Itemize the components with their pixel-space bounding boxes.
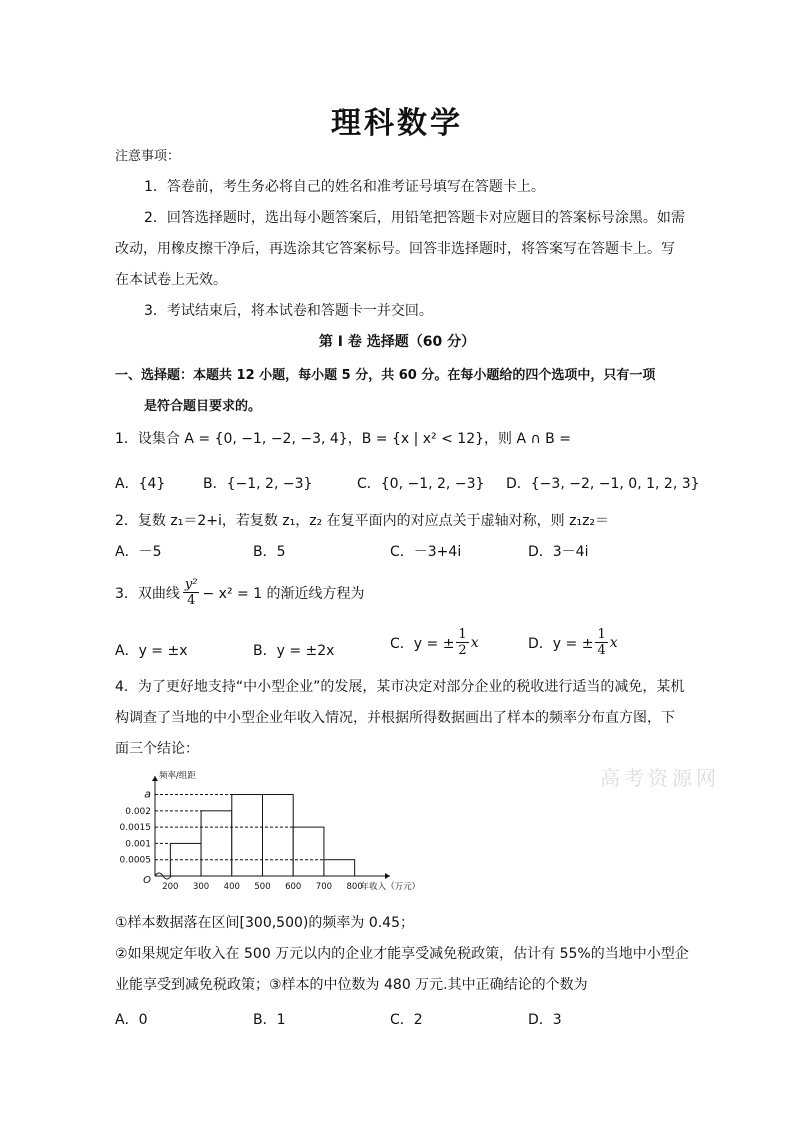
question-3-option-d: [528, 628, 618, 657]
watermark: 高考资源网: [600, 766, 720, 790]
notice-item-1: 1．答卷前，考生务必将自己的姓名和准考证号填写在答题卡上。: [144, 179, 545, 195]
question-3-option-d-prefix: D．y = ±: [528, 635, 594, 652]
y-tick-label: 0.0005: [119, 855, 151, 866]
section-title: 第 I 卷 选择题（60 分）: [318, 334, 476, 350]
question-2-option-b: B．5: [253, 544, 286, 560]
question-3-option-d-denominator: 4: [597, 643, 606, 658]
notice-item-2-line-1: 2．回答选择题时，选出每小题答案后，用铅笔把答题卡对应题目的答案标号涂黑。如需: [144, 210, 685, 226]
question-1-option-b: B．{−1, 2, −3}: [203, 476, 313, 492]
question-1-option-c: C．{0, −1, 2, −3}: [357, 476, 485, 492]
histogram-bar: [293, 827, 324, 876]
question-2-option-c: C．－3+4i: [390, 544, 462, 560]
histogram-bar: [232, 795, 263, 876]
notice-item-2-line-3: 在本试卷上无效。: [115, 272, 227, 288]
question-3-stem: [115, 578, 365, 607]
question-3-prefix: 3．双曲线: [115, 585, 180, 602]
y-axis-arrow: [152, 776, 158, 781]
question-3-suffix: − x² = 1 的渐近线方程为: [202, 585, 365, 602]
page-title: 理科数学: [331, 106, 463, 141]
question-2-option-a: A．－5: [115, 544, 162, 560]
question-4-line-1: 4．为了更好地支持“中小型企业”的发展，某市决定对部分企业的税收进行适当的减免，某机: [115, 679, 685, 695]
question-4-option-c: C．2: [390, 1012, 423, 1028]
histogram-bar: [324, 860, 355, 876]
question-3-option-c-fraction: [456, 628, 468, 657]
x-tick-label: 300: [192, 882, 210, 892]
question-4-option-a: A．0: [115, 1012, 148, 1028]
question-3-option-a: A．y = ±x: [115, 643, 188, 659]
x-tick-label: 200: [162, 882, 179, 892]
x-tick-label: 400: [223, 882, 240, 892]
y-axis-label: 频率/组距: [159, 771, 196, 781]
question-3-option-b: B．y = ±2x: [253, 643, 335, 659]
question-3-fraction: [183, 578, 200, 607]
question-3-option-c-numerator: 1: [458, 627, 467, 642]
question-1-option-d: D．{−3, −2, −1, 0, 1, 2, 3}: [506, 476, 700, 492]
y-tick-label: 0.0015: [119, 823, 151, 834]
section-instructions-line-1: 一、选择题：本题共 12 小题，每小题 5 分，共 60 分。在每小题给的四个选项中，只有一项: [115, 368, 656, 383]
question-4-conclusion-2-line-1: ②如果规定年收入在 500 万元以内的企业才能享受减免税政策，估计有 55%的当地中小型企: [115, 946, 689, 962]
question-1-stem: 1．设集合 A = {0, −1, −2, −3, 4}，B = {x | x² < 12}，则 A ∩ B =: [115, 431, 571, 447]
origin-label: O: [143, 875, 151, 886]
question-3-option-c: [390, 628, 479, 657]
notice-item-2-line-2: 改动，用橡皮擦干净后，再选涂其它答案标号。回答非选择题时，将答案写在答题卡上。写: [115, 241, 675, 257]
question-4-option-b: B．1: [253, 1012, 286, 1028]
question-3-option-d-variable: x: [609, 634, 618, 651]
x-axis-arrow: [385, 873, 390, 879]
question-3-option-c-prefix: C．y = ±: [390, 635, 455, 652]
notice-heading: 注意事项：: [115, 149, 181, 164]
question-4-conclusion-1: ①样本数据落在区间[300,500)的频率为 0.45；: [115, 915, 414, 931]
frequency-histogram: [110, 768, 421, 896]
section-instructions-line-2: 是符合题目要求的。: [144, 399, 262, 414]
question-1-option-a: A．{4}: [115, 476, 166, 492]
question-4-option-d: D．3: [528, 1012, 562, 1028]
question-4-line-3: 面三个结论：: [115, 741, 199, 757]
question-3-option-c-denominator: 2: [458, 643, 467, 658]
question-3-option-c-variable: x: [470, 634, 479, 651]
question-2-option-d: D．3－4i: [528, 544, 589, 560]
histogram-bar: [201, 811, 232, 876]
x-tick-label: 800: [346, 882, 363, 892]
question-3-option-d-numerator: 1: [597, 627, 606, 642]
question-4-line-2: 构调查了当地的中小型企业年收入情况，并根据所得数据画出了样本的频率分布直方图，下: [115, 710, 675, 726]
question-2-stem: 2．复数 z₁＝2+i，若复数 z₁，z₂ 在复平面内的对应点关于虚轴对称，则 z₁z₂＝: [115, 513, 610, 529]
y-tick-label: a: [144, 787, 151, 801]
x-tick-label: 500: [254, 882, 271, 892]
question-3-fraction-numerator: y²: [184, 577, 198, 592]
question-3-fraction-denominator: 4: [187, 593, 196, 608]
notice-item-3: 3．考试结束后，将本试卷和答题卡一并交回。: [144, 303, 433, 319]
question-4-conclusion-2-line-2: 业能享受到减免税政策；③样本的中位数为 480 万元.其中正确结论的个数为: [115, 977, 588, 993]
x-axis-label: 年收入（万元）: [360, 882, 421, 892]
histogram-bar: [263, 795, 294, 876]
question-3-option-d-fraction: [595, 628, 607, 657]
x-tick-label: 700: [315, 882, 333, 892]
y-tick-label: 0.001: [125, 839, 151, 850]
y-tick-label: 0.002: [125, 806, 151, 817]
x-tick-label: 600: [285, 882, 302, 892]
